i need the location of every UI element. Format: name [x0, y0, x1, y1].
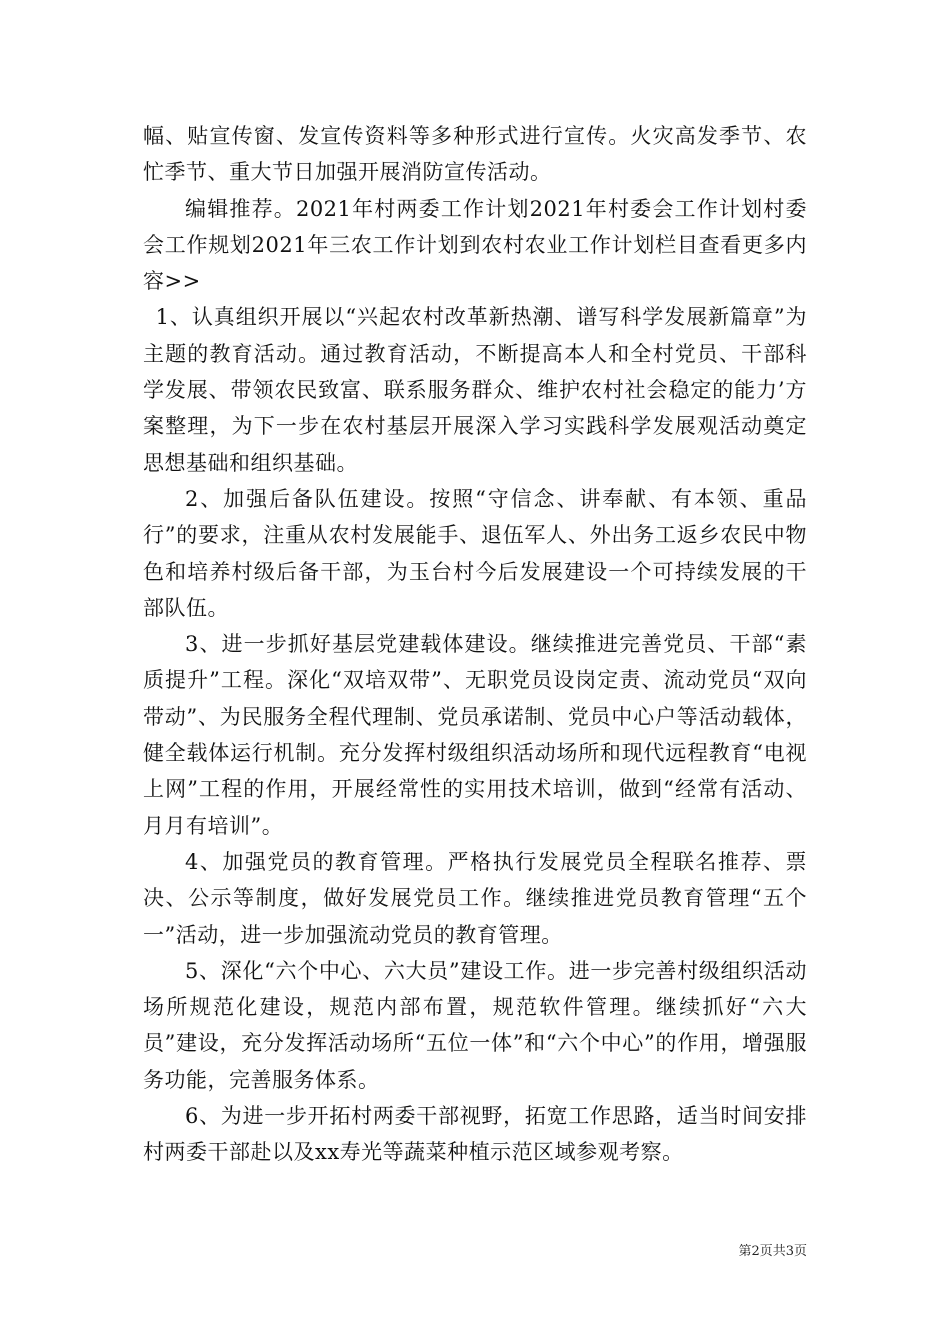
document-body: [143, 118, 807, 1171]
paragraph-item-5: 5、深化“六个中心、六大员”建设工作。进一步完善村级组织活动场所规范化建设，规范内部布置，规范软件管理。继续抓好“六大员”建设，充分发挥活动场所“五位一体”和“六个中心”的作用，增强服务功能，完善服务体系。: [143, 958, 807, 1092]
paragraph-editor-recommendation: 编辑推荐。2021年村两委工作计划2021年村委会工作计划村委会工作规划2021年三农工作计划到农村农业工作计划栏目查看更多内容>>: [143, 196, 807, 294]
paragraph-item-1: 1、认真组织开展以“兴起农村改革新热潮、谱写科学发展新篇章”为主题的教育活动。通过教育活动，不断提高本人和全村党员、干部科学发展、带领农民致富、联系服务群众、维护农村社会稳定的能力’方案整理，为下一步在农村基层开展深入学习实践科学发展观活动奠定思想基础和组织基础。: [143, 305, 807, 475]
paragraph-continuation: 幅、贴宣传窗、发宣传资料等多种形式进行宣传。火灾高发季节、农忙季节、重大节日加强开展消防宣传活动。: [143, 124, 807, 185]
paragraph-item-6: 6、为进一步开拓村两委干部视野，拓宽工作思路，适当时间安排村两委干部赴以及xx寿光等蔬菜种植示范区域参观考察。: [143, 1104, 807, 1165]
paragraph-item-2: 2、加强后备队伍建设。按照“守信念、讲奉献、有本领、重品行”的要求，注重从农村发展能手、退伍军人、外出务工返乡农民中物色和培养村级后备干部，为玉台村今后发展建设一个可持续发展的干部队伍。: [143, 486, 807, 620]
page-number-footer: 第2页共3页: [738, 1244, 807, 1259]
paragraph-item-3: 3、进一步抓好基层党建载体建设。继续推进完善党员、干部“素质提升”工程。深化“双培双带”、无职党员设岗定责、流动党员“双向带动”、为民服务全程代理制、党员承诺制、党员中心户等活动载体，健全载体运行机制。充分发挥村级组织活动场所和现代远程教育“电视上网”工程的作用，开展经常性的实用技术培训，做到“经常有活动、月月有培训”。: [143, 632, 807, 838]
paragraph-item-4: 4、加强党员的教育管理。严格执行发展党员全程联名推荐、票决、公示等制度，做好发展党员工作。继续推进党员教育管理“五个一”活动，进一步加强流动党员的教育管理。: [143, 849, 807, 947]
